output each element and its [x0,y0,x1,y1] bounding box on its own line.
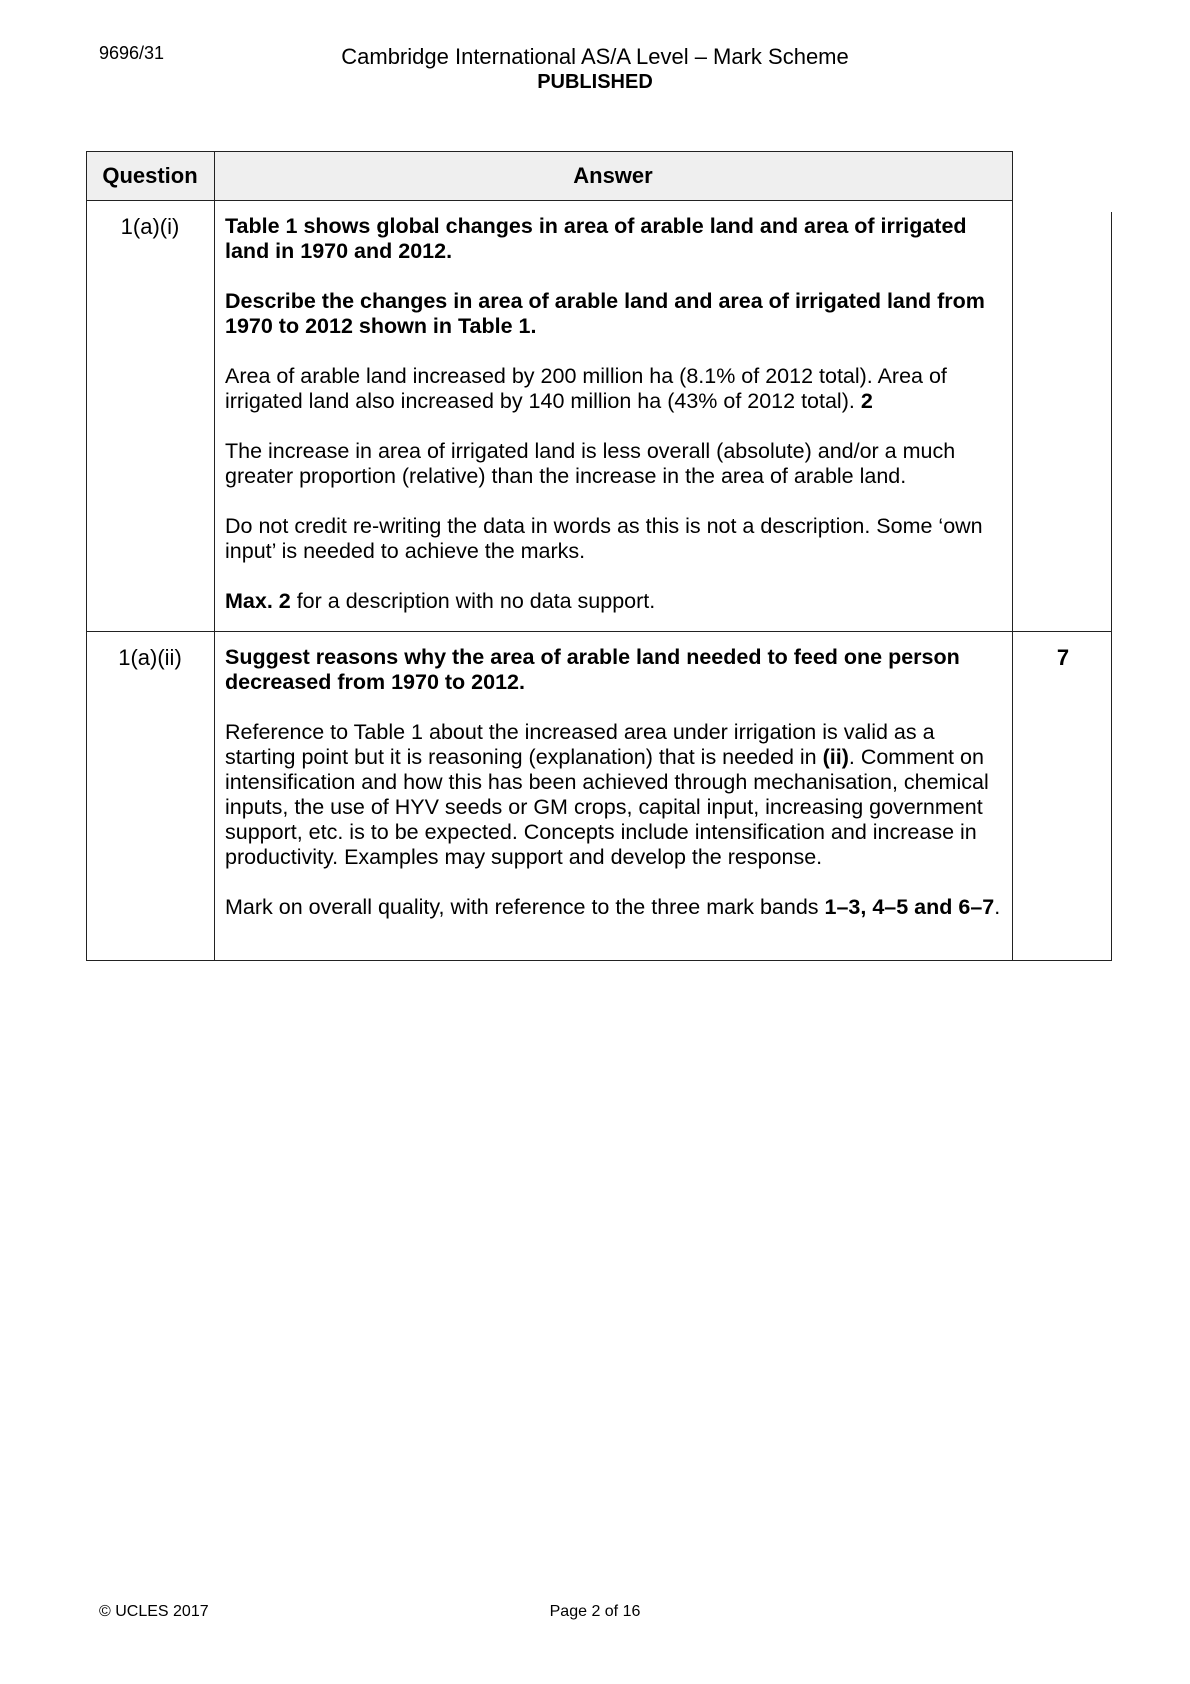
answer-paragraph: The increase in area of irrigated land is less overall (absolute) and/or a much greater proportion (relative) than the increase in the area of arable land. [225,439,956,488]
answer-paragraph [225,364,1005,414]
table-right-border [1111,212,1112,961]
max-mark-label: Max. 2 [225,589,291,613]
copyright: © UCLES 2017 [99,1603,209,1620]
answer-paragraph [225,720,1005,870]
question-column-divider [214,151,215,961]
answer-text: Area of arable land increased by 200 million ha (8.1% of 2012 total). Area of irrigated land also increased by 140 million ha (43% of 2012 total). [225,364,947,413]
answer-text: . [994,895,1001,919]
question-number: 1(a)(ii) [118,645,182,670]
table-bottom-border [86,960,1112,961]
question-marks: 7 [1056,645,1070,670]
page-number: Page 2 of 16 [549,1603,641,1620]
question-number: 1(a)(i) [120,214,180,239]
question-prompt: Suggest reasons why the area of arable land needed to feed one person decreased from 1970 to 2012. [225,645,960,694]
answer-text: Reference to Table 1 about the increased area under irrigation is valid as a starting point but it is reasoning (explanation) that is needed in [225,720,935,769]
table-top-border [86,151,1012,152]
document-title: Cambridge International AS/A Level – Mark Scheme [341,44,849,69]
column-header-question: Question [102,163,198,188]
column-header-answer: Answer [573,163,653,188]
answer-column-divider [1012,151,1013,961]
paper-code: 9696/31 [99,43,165,63]
mark-bands: 1–3, 4–5 and 6–7 [824,895,995,919]
answer-cell [225,645,1005,920]
answer-text: Mark on overall quality, with reference to the three mark bands [225,895,825,919]
answer-text: for a description with no data support. [290,589,656,613]
answer-paragraph [225,895,1005,920]
question-prompt: Table 1 shows global changes in area of arable land and area of irrigated land in 1970 and 2012. [225,214,967,263]
mark-value: 2 [860,389,873,413]
answer-paragraph: Do not credit re-writing the data in words as this is not a description. Some ‘own input’ is needed to achieve the marks. [225,514,983,563]
document-status: PUBLISHED [537,71,653,93]
header-bottom-border [86,200,1012,201]
table-left-border [86,151,87,961]
answer-paragraph [225,589,1005,614]
answer-cell [225,214,1005,614]
part-reference: (ii) [822,745,849,769]
answer-text: . Comment on intensification and how this has been achieved through mechanisation, chemical inputs, the use of HYV seeds or GM crops, capital input, increasing government support, etc. is to be expected. Concepts include intensification and increase in productivity. Examples may support and develop the response. [225,745,989,869]
row-divider [86,631,1112,632]
question-prompt: Describe the changes in area of arable land and area of irrigated land from 1970 to 2012 shown in Table 1. [225,289,985,338]
